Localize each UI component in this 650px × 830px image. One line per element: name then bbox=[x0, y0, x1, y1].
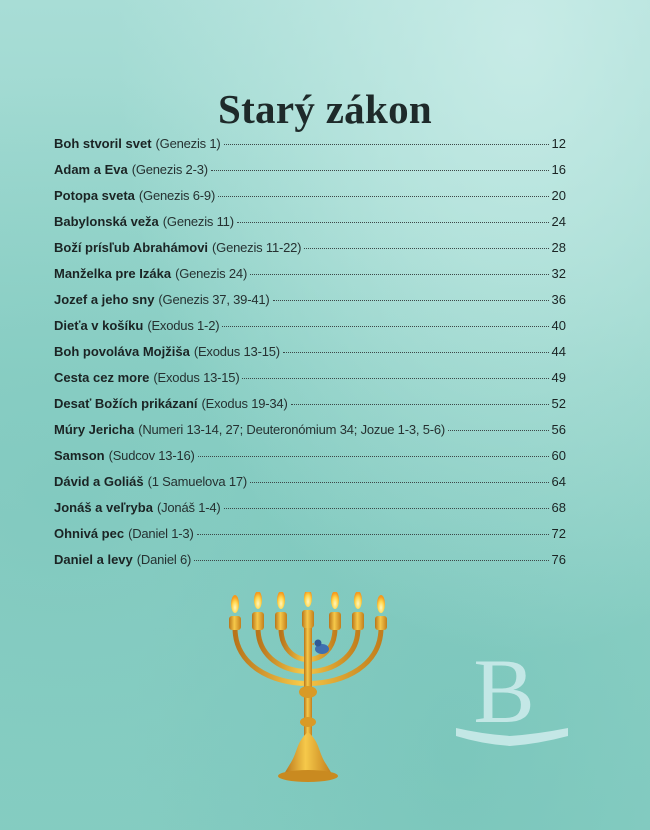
toc-entry-reference: (Numeri 13-14, 27; Deuteronómium 34; Jozue 1-3, 5-6) bbox=[138, 422, 446, 437]
toc-entry-title: Boží prísľub Abrahámovi bbox=[54, 240, 209, 255]
table-of-contents bbox=[54, 131, 566, 573]
toc-leader-dots bbox=[222, 326, 548, 327]
toc-entry bbox=[54, 495, 566, 521]
toc-leader-dots bbox=[304, 248, 548, 249]
toc-entry-page: 28 bbox=[551, 240, 566, 255]
toc-entry bbox=[54, 209, 566, 235]
toc-leader-dots bbox=[194, 560, 548, 561]
toc-entry-page: 32 bbox=[551, 266, 566, 281]
toc-entry-reference: (Genezis 11-22) bbox=[212, 240, 302, 255]
toc-leader-dots bbox=[197, 534, 549, 535]
toc-entry-page: 40 bbox=[551, 318, 566, 333]
toc-entry-title: Múry Jericha bbox=[54, 422, 135, 437]
toc-entry-page: 12 bbox=[551, 136, 566, 151]
bird-icon bbox=[311, 640, 329, 655]
toc-entry bbox=[54, 313, 566, 339]
toc-entry-reference: (Daniel 1-3) bbox=[128, 526, 194, 541]
toc-entry-title: Boh povoláva Mojžiša bbox=[54, 344, 190, 359]
menorah-cups bbox=[229, 610, 387, 630]
toc-entry-title: Manželka pre Izáka bbox=[54, 266, 172, 281]
toc-entry-reference: (Genezis 2-3) bbox=[131, 162, 208, 177]
toc-entry-page: 64 bbox=[551, 474, 566, 489]
toc-entry bbox=[54, 261, 566, 287]
toc-entry-reference: (Exodus 13-15) bbox=[193, 344, 280, 359]
toc-leader-dots bbox=[448, 430, 549, 431]
toc-leader-dots bbox=[250, 274, 548, 275]
toc-entry-page: 76 bbox=[551, 552, 566, 567]
toc-entry-reference: (Genezis 37, 39-41) bbox=[158, 292, 270, 307]
toc-leader-dots bbox=[237, 222, 549, 223]
toc-leader-dots bbox=[250, 482, 549, 483]
toc-leader-dots bbox=[273, 300, 549, 301]
toc-entry-reference: (Exodus 1-2) bbox=[147, 318, 220, 333]
toc-entry bbox=[54, 287, 566, 313]
toc-leader-dots bbox=[291, 404, 549, 405]
toc-entry-reference: (Genezis 24) bbox=[175, 266, 248, 281]
toc-entry-reference: (Daniel 6) bbox=[136, 552, 192, 567]
toc-entry-title: Jonáš a veľryba bbox=[54, 500, 153, 515]
toc-entry-title: Daniel a levy bbox=[54, 552, 133, 567]
menorah-illustration bbox=[218, 592, 398, 792]
toc-entry-title: Babylonská veža bbox=[54, 214, 159, 229]
toc-entry bbox=[54, 365, 566, 391]
toc-entry-title: Cesta cez more bbox=[54, 370, 150, 385]
toc-entry-title: Potopa sveta bbox=[54, 188, 135, 203]
toc-entry-page: 24 bbox=[551, 214, 566, 229]
toc-leader-dots bbox=[218, 196, 548, 197]
toc-entry-reference: (Genezis 6-9) bbox=[138, 188, 216, 203]
toc-entry-reference: (Genezis 1) bbox=[155, 136, 221, 151]
toc-leader-dots bbox=[224, 144, 549, 145]
svg-text:B: B bbox=[473, 640, 535, 742]
toc-entry bbox=[54, 417, 566, 443]
toc-entry-page: 72 bbox=[551, 526, 566, 541]
toc-entry bbox=[54, 469, 566, 495]
toc-leader-dots bbox=[224, 508, 549, 509]
toc-entry bbox=[54, 235, 566, 261]
toc-entry-reference: (1 Samuelova 17) bbox=[147, 474, 248, 489]
toc-entry-page: 56 bbox=[551, 422, 566, 437]
toc-leader-dots bbox=[242, 378, 548, 379]
toc-entry-title: Samson bbox=[54, 448, 105, 463]
toc-leader-dots bbox=[198, 456, 549, 457]
toc-entry bbox=[54, 157, 566, 183]
toc-entry-page: 44 bbox=[551, 344, 566, 359]
toc-entry-page: 68 bbox=[551, 500, 566, 515]
toc-entry-title: Desať Božích prikázaní bbox=[54, 396, 198, 411]
toc-entry-reference: (Sudcov 13-16) bbox=[108, 448, 195, 463]
toc-entry bbox=[54, 183, 566, 209]
toc-entry-title: Adam a Eva bbox=[54, 162, 128, 177]
toc-entry-page: 20 bbox=[551, 188, 566, 203]
toc-entry bbox=[54, 521, 566, 547]
toc-entry-reference: (Exodus 19-34) bbox=[201, 396, 288, 411]
toc-entry-page: 36 bbox=[551, 292, 566, 307]
toc-entry-page: 52 bbox=[551, 396, 566, 411]
toc-entry-page: 60 bbox=[551, 448, 566, 463]
toc-entry-title: Jozef a jeho sny bbox=[54, 292, 155, 307]
toc-entry-title: Dávid a Goliáš bbox=[54, 474, 144, 489]
toc-entry bbox=[54, 391, 566, 417]
candle-flames bbox=[231, 592, 385, 613]
toc-entry-title: Ohnivá pec bbox=[54, 526, 125, 541]
toc-entry-reference: (Exodus 13-15) bbox=[153, 370, 240, 385]
toc-entry bbox=[54, 547, 566, 573]
toc-entry-page: 16 bbox=[551, 162, 566, 177]
toc-entry-title: Boh stvoril svet bbox=[54, 136, 152, 151]
page-title: Starý zákon bbox=[217, 86, 432, 133]
toc-entry-reference: (Genezis 11) bbox=[162, 214, 234, 229]
toc-entry bbox=[54, 339, 566, 365]
toc-entry-title: Dieťa v košíku bbox=[54, 318, 144, 333]
publisher-logo bbox=[452, 636, 574, 752]
toc-entry bbox=[54, 131, 566, 157]
toc-leader-dots bbox=[211, 170, 549, 171]
toc-entry bbox=[54, 443, 566, 469]
toc-entry-reference: (Jonáš 1-4) bbox=[156, 500, 221, 515]
toc-entry-page: 49 bbox=[551, 370, 566, 385]
toc-leader-dots bbox=[283, 352, 549, 353]
